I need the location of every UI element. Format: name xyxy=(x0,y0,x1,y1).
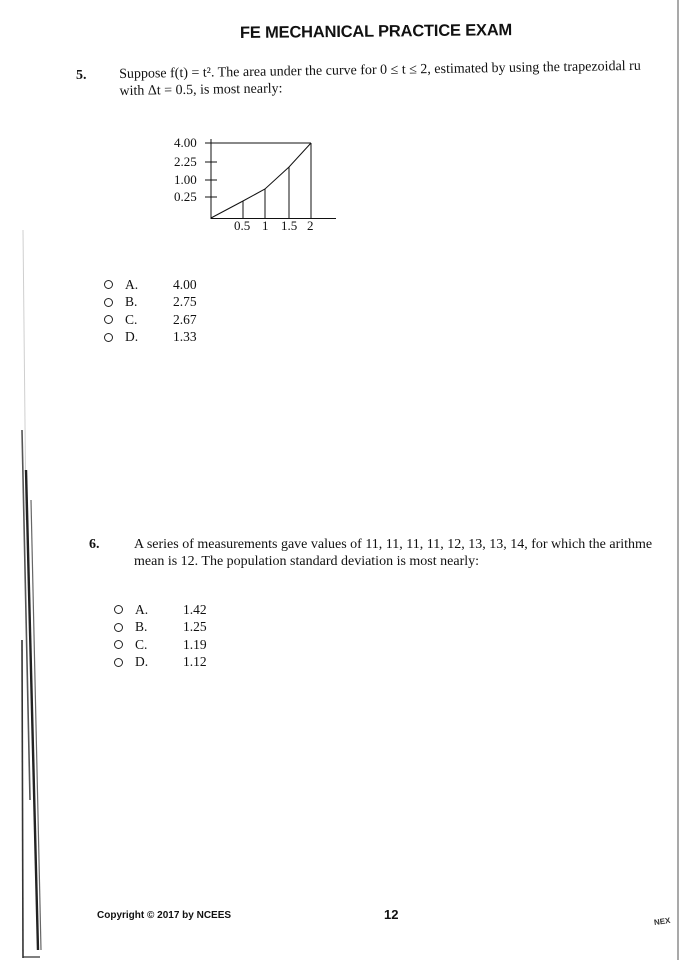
choice-b[interactable] xyxy=(104,294,197,312)
page-title: FE MECHANICAL PRACTICE EXAM xyxy=(239,21,513,42)
page-right-edge xyxy=(677,0,679,960)
question-text xyxy=(119,58,641,100)
choice-value: 2.67 xyxy=(173,311,197,327)
choice-letter: B. xyxy=(125,294,138,310)
next-button[interactable]: NEX xyxy=(653,915,671,928)
y-tick-label: 2.25 xyxy=(174,154,197,169)
choice-letter: D. xyxy=(125,329,139,345)
answer-choices xyxy=(104,276,197,346)
question-number: 5. xyxy=(76,68,87,83)
radio-button[interactable] xyxy=(104,333,113,342)
choice-c[interactable] xyxy=(104,311,197,329)
choice-value: 2.75 xyxy=(173,294,197,310)
choice-a[interactable] xyxy=(114,601,207,619)
choice-value: 1.33 xyxy=(173,329,197,345)
choice-value: 4.00 xyxy=(173,276,197,292)
y-tick-label: 4.00 xyxy=(174,135,197,150)
binding-edge-shadow xyxy=(0,0,60,960)
radio-button[interactable] xyxy=(114,623,123,632)
choice-letter: C. xyxy=(135,636,148,652)
radio-button[interactable] xyxy=(104,315,113,324)
question-text-line-1: Suppose f(t) = t². The area under the curve for 0 ≤ t ≤ 2, estimated by using the trapezoidal ru xyxy=(119,58,641,82)
radio-button[interactable] xyxy=(114,658,123,667)
choice-value: 1.12 xyxy=(183,654,207,670)
choice-letter: A. xyxy=(135,601,149,617)
y-tick-label: 1.00 xyxy=(174,172,197,187)
answer-choices xyxy=(114,601,207,671)
choice-a[interactable] xyxy=(104,276,197,294)
choice-value: 1.25 xyxy=(183,619,207,635)
choice-value: 1.19 xyxy=(183,636,207,652)
radio-button[interactable] xyxy=(104,298,113,307)
choice-d[interactable] xyxy=(114,654,207,672)
question-number: 6. xyxy=(89,537,100,552)
copyright-notice: Copyright © 2017 by NCEES xyxy=(97,910,232,921)
choice-letter: C. xyxy=(125,311,138,327)
choice-d[interactable] xyxy=(104,329,197,347)
question-text xyxy=(134,536,652,570)
choice-letter: B. xyxy=(135,619,148,635)
choice-letter: D. xyxy=(135,654,149,670)
x-tick-label: 0.5 xyxy=(234,218,251,233)
radio-button[interactable] xyxy=(104,280,113,289)
question-text-line-2: with Δt = 0.5, is most nearly: xyxy=(119,81,283,99)
radio-button[interactable] xyxy=(114,605,123,614)
x-tick-label: 2 xyxy=(307,218,314,233)
choice-value: 1.42 xyxy=(183,601,207,617)
radio-button[interactable] xyxy=(114,640,123,649)
choice-b[interactable] xyxy=(114,619,207,637)
page-number: 12 xyxy=(384,907,399,922)
x-tick-label: 1 xyxy=(262,218,269,233)
question-text-line-2: mean is 12. The population standard deviation is most nearly: xyxy=(134,554,480,569)
y-axis-labels xyxy=(174,136,197,204)
question-text-line-1: A series of measurements gave values of 11, 11, 11, 11, 12, 13, 13, 14, for which the arithme xyxy=(134,537,653,552)
choice-c[interactable] xyxy=(114,636,207,654)
y-tick-label: 0.25 xyxy=(174,189,197,204)
x-tick-label: 1.5 xyxy=(281,218,298,233)
choice-letter: A. xyxy=(125,276,139,292)
